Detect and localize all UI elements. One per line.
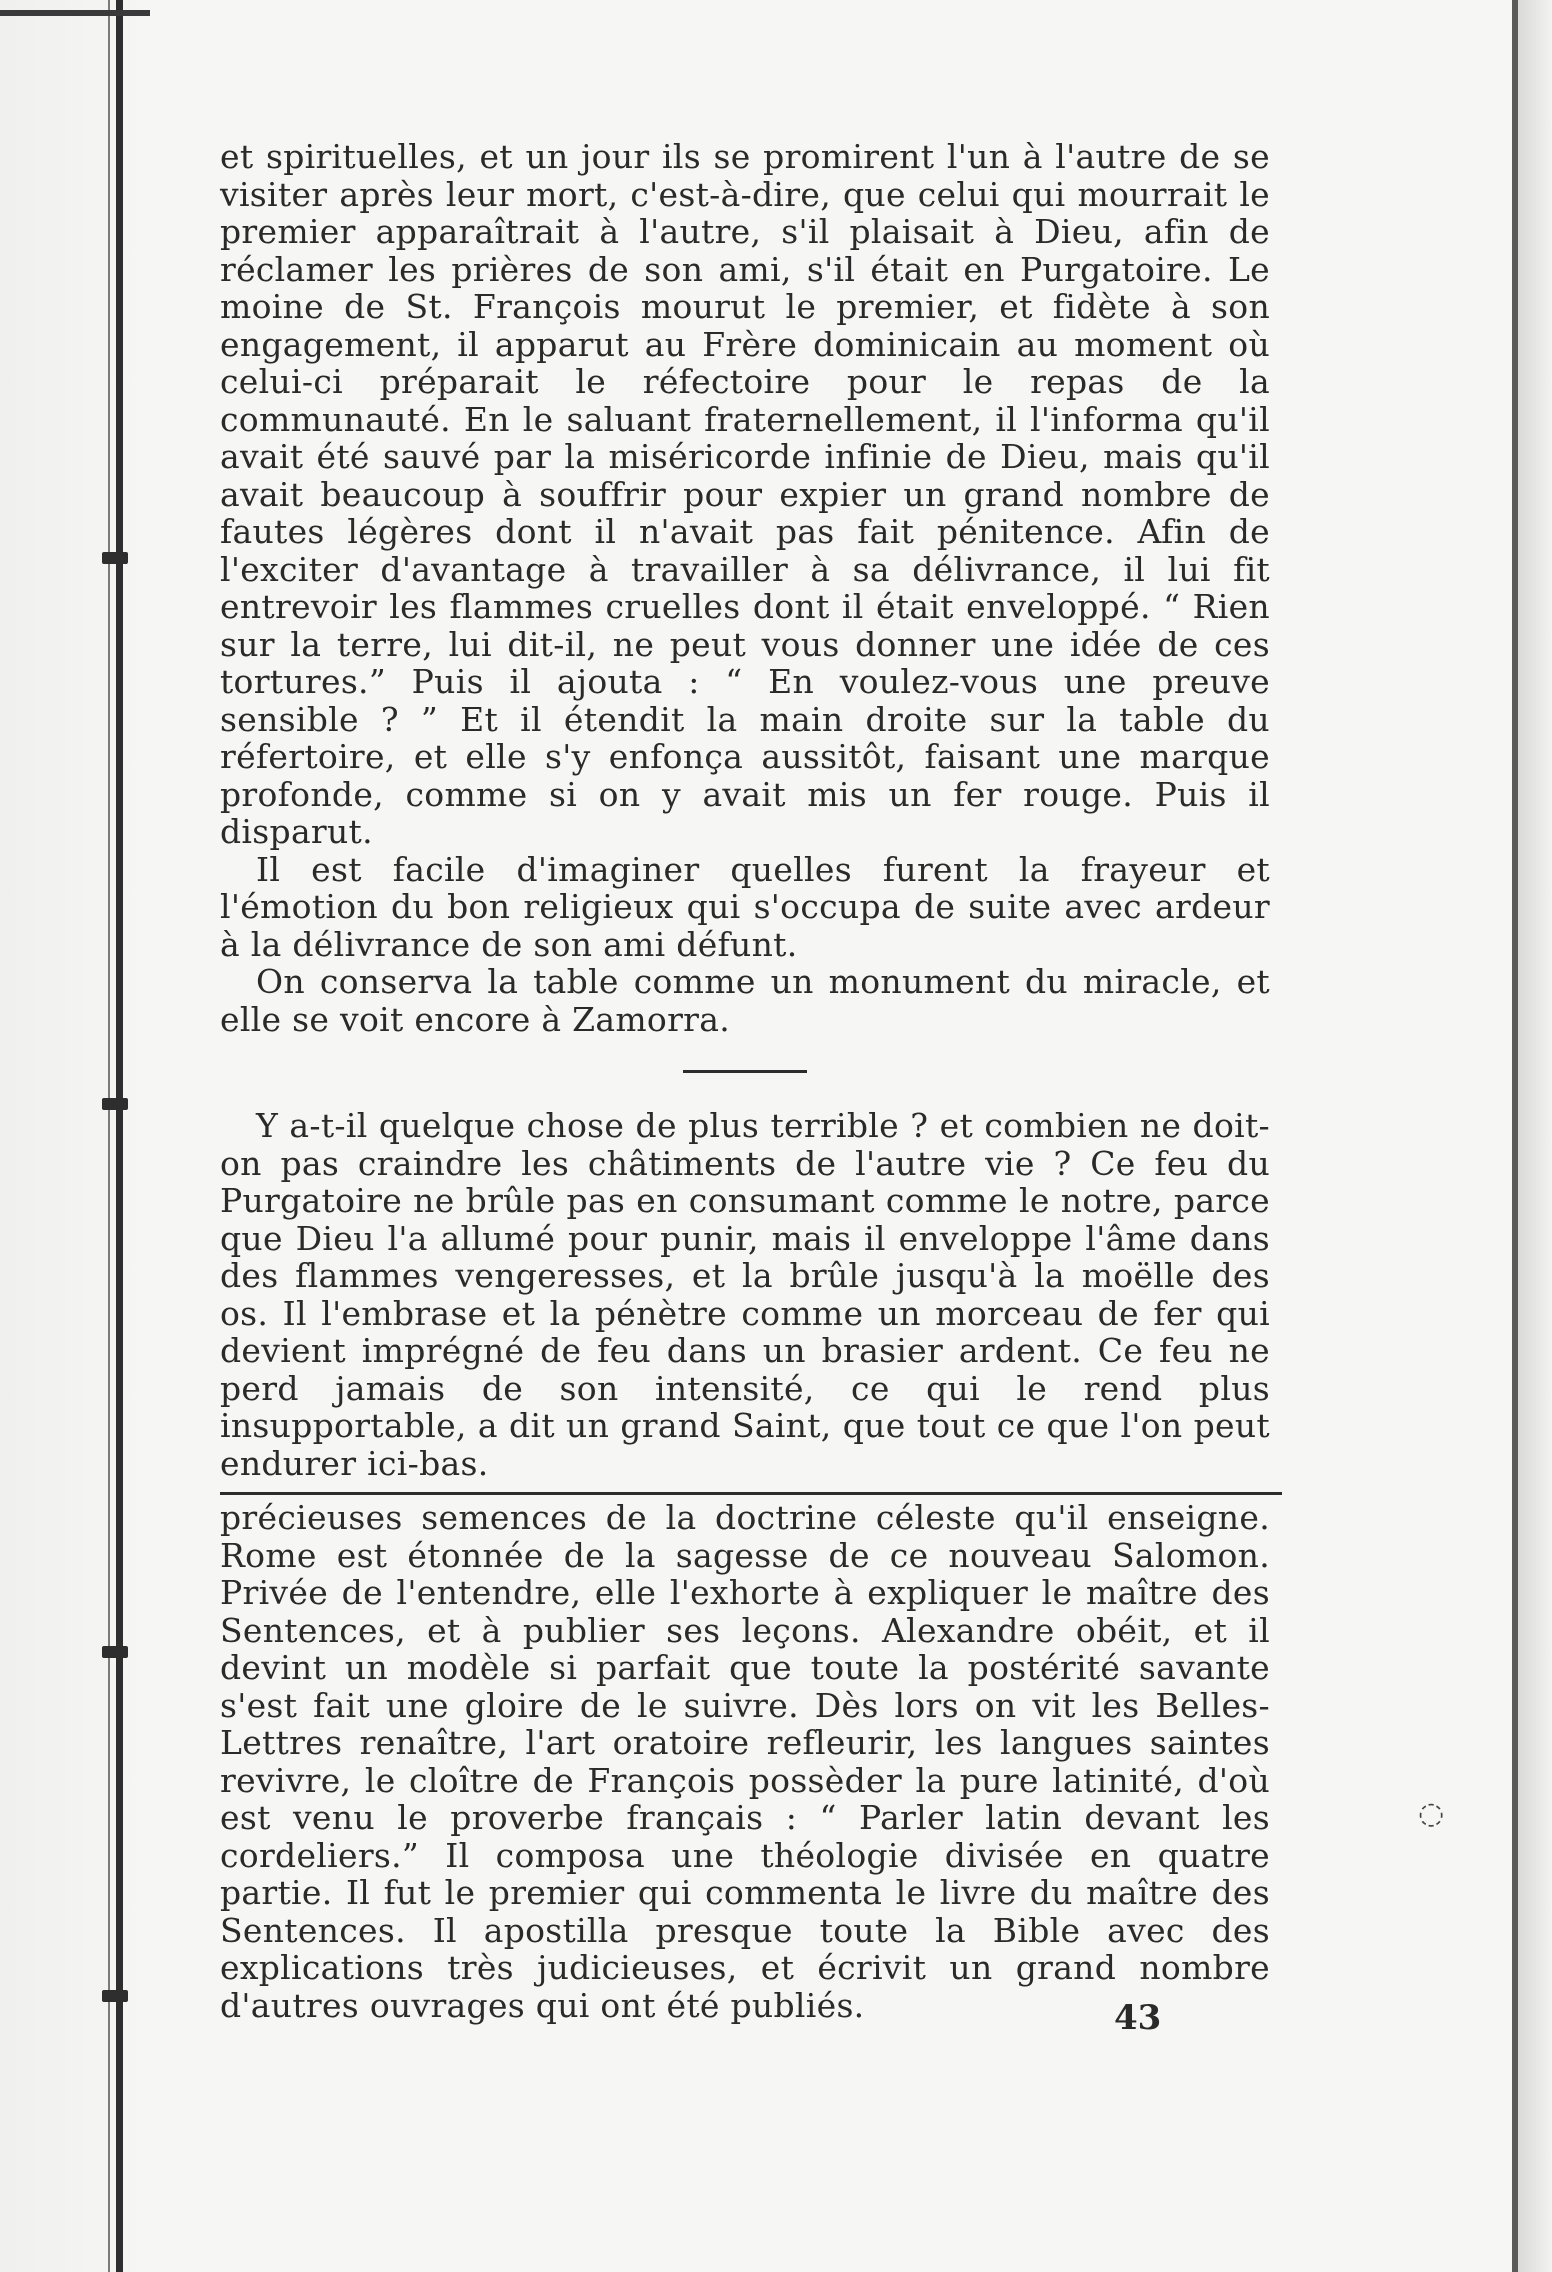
paragraph: On conserva la table comme un monument du miracle, et elle se voit encore à Zamorra.	[220, 962, 1270, 1039]
paragraph: Y a-t-il quelque chose de plus terrible ? et combien ne doit-on pas craindre les châtiments de l'autre vie ? Ce feu du Purgatoire ne brûle pas en consumant comme le notre, parce que Dieu l'a allumé pour punir, mais il enveloppe l'âme dans des flammes vengeresses, et la brûle jusqu'à la moëlle des os. Il l'embrase et la pénètre comme un morceau de fer qui devient imprégné de feu dans un brasier ardent. Ce feu ne perd jamais de son intensité, ce qui le rend plus insupportable, a dit un grand Saint, que tout ce que l'on peut endurer ici-bas.	[220, 1106, 1270, 1483]
page-edge-line	[1512, 0, 1518, 2272]
paragraph: précieuses semences de la doctrine céleste qu'il enseigne. Rome est étonnée de la sagesse de ce nouveau Salomon. Privée de l'entendre, elle l'exhorte à expliquer le maître des Sentences, et à publier ses leçons. Alexandre obéit, et il devint un modèle si parfait que toute la postérité savante s'est fait une gloire de le suivre. Dès lors on vit les Belles-Lettres renaître, l'art oratoire refleurir, les langues saintes revivre, le cloître de François possèder la pure latinité, d'où est venu le proverbe français : “ Parler latin devant les cordeliers.” Il composa une théologie divisée en quatre partie. Il fut le premier qui commenta le livre du maître des Sentences. Il apostilla presque toute la Bible avec des explications très judicieuses, et écrivit un grand nombre d'autres ouvrages qui ont été publiés.	[220, 1498, 1270, 2025]
binding-edge	[116, 0, 123, 2272]
binding-margin	[0, 0, 150, 2272]
margin-mark: ◌	[1418, 1796, 1445, 1831]
section-separator	[683, 1070, 807, 1073]
binding-tick	[102, 552, 128, 564]
binding-tick	[102, 1098, 128, 1110]
paragraph: et spirituelles, et un jour ils se promirent l'un à l'autre de se visiter après leur mort, c'est-à-dire, que celui qui mourrait le premier apparaîtrait à l'autre, s'il plaisait à Dieu, afin de réclamer les prières de son ami, s'il était en Purgatoire. Le moine de St. François mourut le premier, et fidète à son engagement, il apparut au Frère dominicain au moment où celui-ci préparait le réfectoire pour le repas de la communauté. En le saluant fraternellement, il l'informa qu'il avait été sauvé par la miséricorde infinie de Dieu, mais qu'il avait beaucoup à souffrir pour expier un grand nombre de fautes légères dont il n'avait pas fait pénitence. Afin de l'exciter d'avantage à travailler à sa délivrance, il lui fit entrevoir les flammes cruelles dont il était enveloppé. “ Rien sur la terre, lui dit-il, ne peut vous donner une idée de ces tortures.” Puis il ajouta : “ En voulez-vous une preuve sensible ? ” Et il étendit la main droite sur la table du réfertoire, et elle s'y enfonça aussitôt, faisant une marque profonde, comme si on y avait mis un fer rouge. Puis il disparut.	[220, 137, 1270, 851]
top-edge-mark	[0, 10, 150, 16]
paragraph: Il est facile d'imaginer quelles furent la frayeur et l'émotion du bon religieux qui s'occupa de suite avec ardeur à la délivrance de son ami défunt.	[220, 849, 1270, 964]
binding-tick	[102, 1646, 128, 1658]
column-rule	[220, 1492, 1282, 1495]
page-edge	[1516, 0, 1552, 2272]
body-text	[220, 138, 1270, 2024]
binding-tick	[102, 1990, 128, 2002]
binding-shadow	[108, 0, 110, 2272]
page-number: 43	[1114, 1998, 1162, 2038]
